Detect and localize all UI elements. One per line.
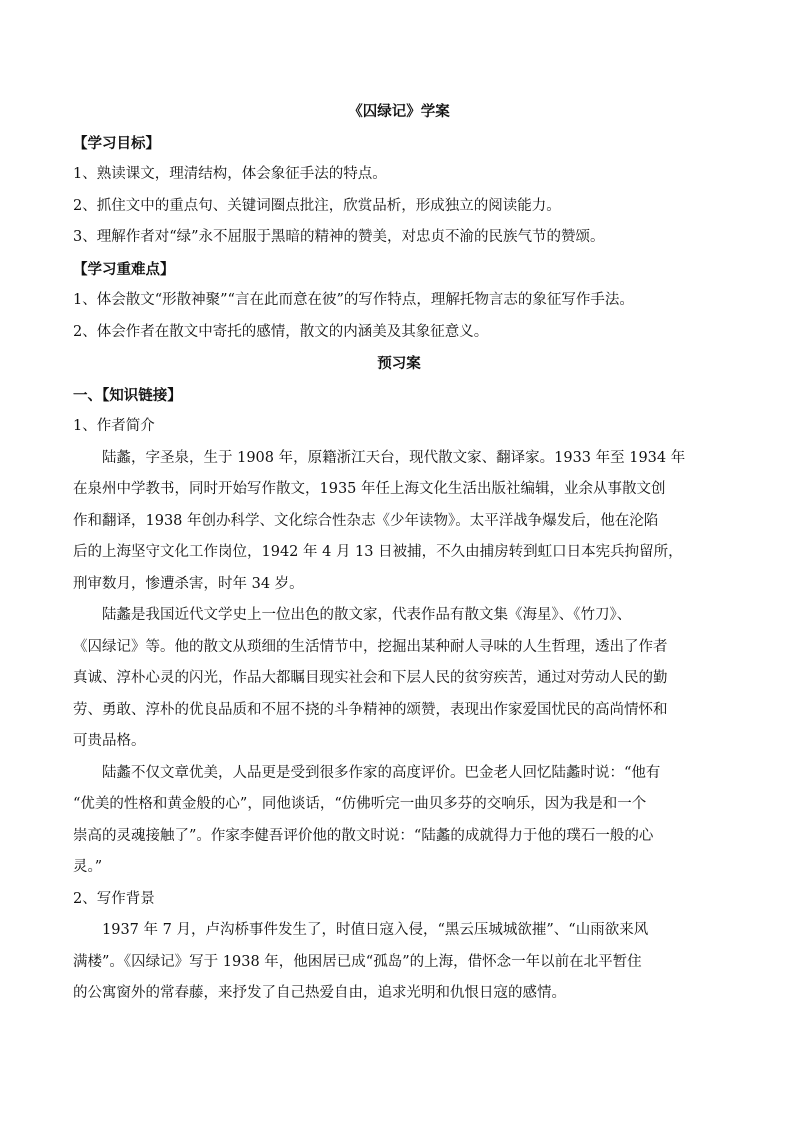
paragraph-line: 可贵品格。 [73,733,146,749]
paragraph-line: 灵。” [73,859,103,875]
document-title: 《囚绿记》学案 [348,103,450,120]
author-heading: 1、作者简介 [73,418,155,434]
paragraph-line: 《囚绿记》等。他的散文从琐细的生活情节中，挖掘出某种耐人寻味的人生哲理，透出了作者 [73,638,668,655]
paragraph-line: 作和翻译，1938 年创办科学、文化综合性杂志《少年读物》。太平洋战争爆发后，他在沦陷 [73,512,659,529]
paragraph-line: 刑审数月，惨遭杀害，时年 34 岁。 [73,575,304,592]
author-paragraph-2 [73,600,725,758]
author-paragraph-1 [73,443,725,601]
preview-title: 预习案 [377,355,421,372]
paragraph-line: 陆蠡是我国近代文学史上一位出色的散文家，代表作品有散文集《海星》、《竹刀》、 [102,607,632,623]
section-heading-knowledge: 一、【知识链接】 [73,386,182,404]
author-paragraph-3 [73,758,725,884]
paragraph-line: 陆蠡不仅文章优美，人品更是受到很多作家的高度评价。巴金老人回忆陆蠡时说：“他有 [102,764,661,781]
objective-item: 3、理解作者对“绿”永不屈服于黑暗的精神的赞美，对忠贞不渝的民族气节的赞颂。 [73,229,605,245]
paragraph-line: 崇高的灵魂接触了”。作家李健吾评价他的散文时说：“陆蠡的成就得力于他的璞石一般的心 [73,827,654,844]
objectives-heading: 【学习目标】 [73,134,160,152]
paragraph-line: 在泉州中学教书，同时开始写作散文，1935 年任上海文化生活出版社编辑，业余从事散文创 [73,481,666,497]
paragraph-line: 的公寓窗外的常春藤，来抒发了自己热爱自由，追求光明和仇恨日寇的感情。 [73,985,566,1001]
objective-item: 1、熟读课文，理清结构，体会象征手法的特点。 [73,166,387,182]
paragraph-line: 陆蠡，字圣泉，生于 1908 年，原籍浙江天台，现代散文家、翻译家。1933 年至 1934 年 [102,449,686,466]
background-heading: 2、写作背景 [73,890,155,907]
paragraph-line: “优美的性格和黄金般的心”，同他谈话，“仿佛听完一曲贝多芬的交响乐，因为我是和一个 [73,796,647,812]
paragraph-line: 满楼”。《囚绿记》写于 1938 年，他困居已成“孤岛”的上海，借怀念一年以前在北平暂住 [73,953,642,970]
paragraph-line: 真诚、淳朴心灵的闪光，作品大都瞩目现实社会和下层人民的贫穷疾苦，通过对劳动人民的勤 [73,670,668,686]
document-page [73,96,725,1010]
key-point-item: 2、体会作者在散文中寄托的感情，散文的内涵美及其象征意义。 [73,323,489,340]
background-paragraph [73,915,725,1010]
paragraph-line: 后的上海坚守文化工作岗位，1942 年 4 月 13 日被捕，不久由捕房转到虹口日本宪兵拘留所， [73,544,683,560]
key-points-heading: 【学习重难点】 [73,260,175,278]
paragraph-line: 劳、勇敢、淳朴的优良品质和不屈不挠的斗争精神的颂赞，表现出作家爱国忧民的高尚情怀和 [73,701,668,718]
key-point-item: 1、体会散文“形散神聚”“言在此而意在彼”的写作特点，理解托物言志的象征写作手法。 [73,292,634,308]
paragraph-line: 1937 年 7 月，卢沟桥事件发生了，时值日寇入侵，“黑云压城城欲摧”、“山雨欲来风 [102,922,649,938]
objective-item: 2、抓住文中的重点句、关键词圈点批注，欣赏品析，形成独立的阅读能力。 [73,197,561,214]
